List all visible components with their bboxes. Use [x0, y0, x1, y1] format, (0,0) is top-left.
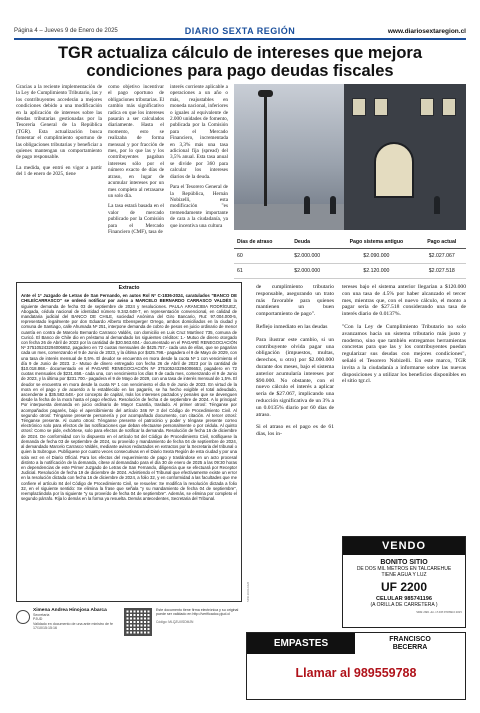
photo-person — [434, 196, 440, 214]
qr-code-icon[interactable] — [124, 608, 152, 636]
article-column-5 — [342, 284, 466, 391]
side-code-strip: SDR 20.012.025 — [246, 581, 250, 602]
ad-line: TIENE AGUA Y LUZ — [381, 572, 427, 578]
photo-window — [420, 98, 434, 116]
photo-entrance-arch — [374, 142, 414, 198]
photo-person — [304, 196, 310, 214]
legal-notice-extract — [16, 282, 242, 602]
signer-place: PJUD — [33, 617, 43, 622]
paragraph: Para ilustrar este cambio, si un contribuyente olvida pagar una obligación (impuestos, multas, derechos, u otro) por $2.000.000 durante dos meses, bajo el sistema anterior acumularía intereses por $90.000. No obstante, con el nuevo cálculo el interés a aplicar sería de $27.067, implicando una reducción significativa de un 3% a un 0.0135% diario por 60 días de atraso. — [256, 336, 334, 418]
signer-name: Ximena Andrea Hinojosa Abarca — [33, 608, 107, 613]
paragraph: como objetivo incentivar el pago oportuno de obligaciones tributarias. El cambio más significativo radica en que los intereses pasarán a ser calculados diariamente. Hasta el momento, esto se realizaba de forma mensual y por fracción de mes, por lo que las y los contribuyentes pagaban intereses sólo por el número exacto de días de atraso, en lugar de acumular intereses por un mes completo al retrasarse un solo día. — [108, 84, 164, 199]
legal-notice-title: Extracto — [118, 285, 140, 291]
table-cell: $2.120.000 — [335, 264, 417, 279]
ad-price: UF 2200 — [380, 580, 428, 594]
photo-window — [374, 98, 388, 116]
paragraph: Gracias a la reciente implementación de la Ley de Cumplimiento Tributario, las y los contribuyentes accederán a mejores condiciones debido a una modificación en la aplicación de intereses sobre las deudas tributarias gestionadas por la Tesorería General de la República (TGR). Esta actualización busca fomentar el cumplimiento oportuno de las obligaciones tributarias y beneficiar a quienes mantengan un comportamiento de pago responsable. — [16, 84, 102, 161]
table-row — [234, 249, 466, 264]
legal-notice-lead: Ante el 1º Juzgado de Letras de San Fernando, en autos Rol Nº C-1836-2024, caratulados "BANCO DE CHILE/CARRASCO" se ordenó notificar por aviso a MARCELO BERNARDO CARRASCO VALDÉS — [21, 293, 237, 304]
table-row — [234, 264, 466, 279]
building-photo — [234, 84, 466, 230]
ad-phone[interactable]: 985741196 — [404, 596, 432, 602]
photo-window — [352, 98, 366, 116]
signature-block — [16, 608, 120, 646]
table-cell: 61 — [234, 264, 291, 279]
table-header: Días de atraso — [234, 236, 291, 249]
ad-phone-label: CELULAR — [376, 596, 403, 602]
newspaper-name: DIARIO SEXTA REGIÓN — [184, 26, 296, 36]
ad-phone[interactable]: Llamar al 989559788 — [295, 666, 417, 680]
article-column-4 — [256, 284, 334, 444]
article-column-2 — [108, 84, 164, 239]
classified-ad-empastes — [246, 632, 466, 700]
ad-name: FRANCISCO — [389, 636, 431, 643]
paragraph: Si el atraso es el pago es de 61 días, los in- — [256, 424, 334, 438]
page-date-label: Página 4 – Jueves 9 de Enero de 2025 — [14, 28, 118, 34]
article-column-1 — [16, 84, 102, 182]
table-cell: $2.090.000 — [335, 249, 417, 264]
ad-code: SDR 2601 AL 13 DE ENERO 2025 — [416, 610, 462, 614]
paragraph: Reflejo inmediato en las deudas — [256, 323, 328, 330]
signer-date: 17/10/15:15:16 — [33, 626, 57, 631]
classified-ad-vendo — [342, 536, 466, 628]
paragraph: interés corriente aplicable a operaciones a un año o más, reajustables en moneda nacional, inferiores o iguales al equivalente de 2.000 unidades de fomento, publicada por la Comisión para el Mercado Financiero, incrementada en 3,3% más una tasa adicional fija (spread) del 3,5% anual. Esta tasa anual se divide por 360 para calcular los intereses diarios de la deuda. — [170, 84, 228, 180]
page-header — [14, 24, 466, 40]
ad-headline: BONITO SITIO — [380, 559, 428, 566]
table-header-row — [234, 236, 466, 249]
article-headline: TGR actualiza cálculo de intereses que mejora condiciones para pago deudas fiscales — [57, 44, 423, 80]
table-cell: $2.000.000 — [291, 249, 335, 264]
website-link[interactable]: www.diariosextaregion.cl — [387, 27, 466, 35]
legal-notice-body: la siguiente demanda de fecha 03 de septiembre de 2024 y resoluciones. PAULA ARANCIBIA RODRÍGUEZ, Abogada, cédula nacional de identidad número 9.342.648-7, en representación convencional, en calidad de mandataria judicial del BANCO DE CHILE, sociedad Anónima del Giro Bancario, Rut: 97.004.000-5, representado legalmente por don Eduardo Alberto Ebensperger Orrego, ambos domiciliados en la ciudad y comuna de Santiago, calle Ahumada Nº 251, interpone demanda de cobro de pesos en juicio ordinario de menor cuantía en contra de Marcelo Bernardo Carrasco Valdés, con domicilio en Luis Cruz Martínez 735, comuna de Curicó. El Banco de Chile dio en préstamo al demandado los siguientes créditos: 1.- Mutuo de dinero otorgado con fecha 26 de Abril de 2023 por la cantidad de $20.563.604.- documentado en el PAGARÉ RENEGOCIACIÓN Nº 375105243294006652, pagadero en 72 cuotas mensuales de $425.757.- cada una de ellas, que se pagarían cada un mes, comenzando el 9 de Junio de 2023, y la última por $425.798.- pagadera el 9 de Mayo de 2029, con una tasa de interés mensual de 0,5%. El deudor se encuentra en mora desde la cuota Nº 1 con vencimiento el día 9 de Junio de 2023. 2.- Mutuo de dinero entregado con fecha 26 de Abril de 2023 por la cantidad de $10.018.868.- documentado en el PAGARÉ RENEGOCIACIÓN Nº 375105243294006653, pagadero en 72 cuotas mensuales de $231.658.- cada una, con vencimiento los días 9 de cada mes, comenzando el 9 de Junio de 2023, y la última por $231.700.- pagadera el 9 de Mayo de 2029, con una tasa de interés mensual de 1,5%. El deudor se encuentra en mora desde la cuota Nº 1 con vencimiento el día 9 de Junio de 2023. En virtud de la mora en el pago y de acuerdo a lo establecido en los pagarés, se ha hecho exigible el total adeudado, ascendente a $35.582.648.- por concepto de capital, más los intereses pactados y penales que se devenguen desde la fecha de la mora hasta el pago efectivo. Resolución de fecha 4 de septiembre de 2024. A lo principal: Por interpuesta demanda en juicio ordinario de Mayor Cuantía, traslado. Al primer otrosí: Ténganse por acompañados pagarés, bajo el apercibimiento del artículo 346 Nº 3 del Código de Procedimiento Civil. Al segundo otrosí: Ténganse presente personería y por acompañado documento, con citación. Al tercer otrosí: Ténganse presente. Al cuarto otrosí: Ténganse presente el patrocinio y poder y téngase presente correo electrónico solo para efectos de las notificaciones que deban efectuarse personalmente o por cédula. Al quinto otrosí: Como se pide, exhórtese, solo para efectos de notificar la demanda. Resolución de fecha 16 de diciembre de 2024. De conformidad con lo dispuesto en el artículo 54 del Código de Procedimiento Civil, notifíquese la demanda de fecha 03 de septiembre de 2024, su proveído y mandamiento de fecha 04 de septiembre de 2024, al demandado Marcelo Carrasco Valdés, mediante avisos redactados en extractos por la Secretaria del tribunal o quien la Subrogue. Publíquese por cuatro veces consecutivas en el Diario Sexta Región de esta ciudad y por una sola vez en el Diario Oficial. Para los efectos del requerimiento de pago y traslándose en un acto procesal distinto a la notificación de la demanda, cítese al demandado para el día 30 de enero de 2025 a las 09:30 horas en dependencias de este Primer Juzgado de Letras de San Fernando, diligencia que se efectuará por Receptor Judicial. Resolución de fecha 19 de diciembre de 2024. Advirtiendo el Tribunal que efectivamente existe un error en la resolución dictada con fecha 16 de diciembre de 2024, a folio 32, y en conformidad a las facultades que me confiere el artículo 84 del Código de Procedimiento Civil, se resuelve: Se modifica la resolución dictada a folio 32, en el siguiente sentido: Se elimina la frase que señala "y su mandamiento de fecha 04 de septiembre", reemplazándola por la siguiente "y su proveído de fecha 04 de septiembre". Además, se elimina por completo el segundo párrafo. Rija lo demás en la forma ya resuelta. Demás antecedentes, Secretaria del Tribunal. — [21, 298, 237, 502]
ad-location: (A ORILLA DE CARRETERA ) — [370, 602, 438, 608]
table-header: Deuda — [291, 236, 335, 249]
ad-title: EMPASTES — [247, 633, 355, 654]
ad-title: VENDO — [343, 537, 465, 555]
table-cell: $2.000.000 — [291, 264, 335, 279]
interest-comparison-table — [234, 236, 466, 279]
table-cell: $2.027.518 — [418, 264, 466, 279]
paragraph: de cumplimiento tributario responsable, asegurando un trato más favorable para quienes mantienen un buen comportamiento de pago". — [256, 284, 334, 318]
photo-lamp-post — [264, 94, 267, 206]
ad-line: DE DOS MIL METROS EN TALCAREHUE — [356, 566, 452, 572]
paragraph: tereses bajo el sistema anterior llegarían a $120.000 con una tasa de 4.5% por haber alcanzado el tercer mes, mientras que, con el nuevo cálculo, el monto a pagar sería de $27.518 considerando una tasa de interés diario de 0.0137%. — [342, 284, 466, 318]
signer-note: Validado en documento de una ante ministro de fe — [33, 621, 114, 626]
verification-block — [124, 608, 242, 646]
table-header: Pago actual — [418, 236, 466, 249]
table-header: Pago sistema antiguo — [335, 236, 417, 249]
signer-role: Secretaria — [33, 613, 50, 617]
paragraph: "Con la Ley de Cumplimiento Tributario no solo avanzamos hacia un sistema tributario más justo y moderno, sino que también entregamos herramientas concretas para que las y los contribuyentes puedan regularizar sus deudas con mejores condiciones", señaló el Tesorero Nobizelli. En este marco, TGR invita a la ciudadanía a informarse sobre las nuevas disposiciones y a utilizar los beneficios disponibles en el sitio tgr.cl. — [342, 323, 466, 385]
table-cell: $2.027.067 — [418, 249, 466, 264]
photo-person — [330, 196, 336, 214]
verification-text: Este documento tiene firma electrónica y su original puede ser validado en http://verificadoc.pjud.cl — [156, 608, 239, 617]
table-cell: 60 — [234, 249, 291, 264]
paragraph: La medida, que entró en vigor a partir del 1 de enero de 2025, tiene — [16, 164, 102, 178]
paragraph: La tasa estará basada en el valor de mercado publicado por la Comisión para el Mercado Financiero (CMF), tasa de — [108, 203, 164, 235]
ad-name: BECERRA — [392, 644, 428, 651]
seal-icon — [16, 610, 30, 624]
verification-code: Código: MLQZUXSDMJN — [156, 619, 194, 624]
article-column-3 — [170, 84, 228, 233]
photo-window — [442, 98, 456, 116]
paragraph: Para el Tesorero General de la República, Hernán Nobizelli, esta modificación "es tremendamente importante de cara a la ciudadanía, ya que incentiva una cultura — [170, 184, 228, 229]
legal-notice-text — [21, 293, 237, 501]
